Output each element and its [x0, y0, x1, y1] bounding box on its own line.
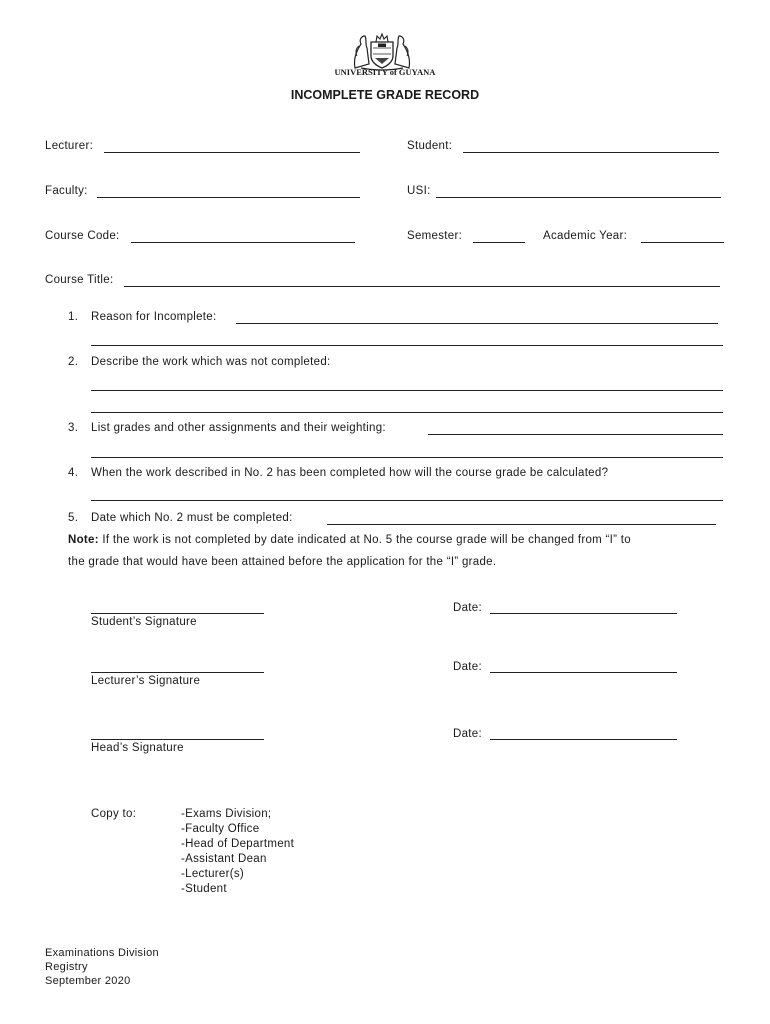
copy-to-item: -Exams Division; [181, 808, 272, 820]
course-code-field[interactable] [131, 242, 355, 243]
student-label: Student: [407, 140, 453, 152]
head-date-field[interactable] [490, 739, 677, 740]
work-field-line2[interactable] [91, 412, 723, 413]
reason-field[interactable] [236, 323, 718, 324]
faculty-label: Faculty: [45, 185, 88, 197]
question-calculation-label: When the work described in No. 2 has been completed how will the course grade be calculated? [91, 467, 609, 479]
question-number: 5. [68, 512, 79, 524]
question-work-label: Describe the work which was not completed: [91, 356, 331, 368]
question-date-label: Date which No. 2 must be completed: [91, 512, 293, 524]
reason-field-line2[interactable] [91, 345, 723, 346]
lecturer-field[interactable] [104, 152, 360, 153]
head-signature-line[interactable] [91, 739, 264, 740]
semester-label: Semester: [407, 230, 463, 242]
university-name: UNIVERSITY of GUYANA [334, 67, 436, 77]
footer-date: September 2020 [45, 975, 131, 987]
footer-registry: Registry [45, 961, 88, 973]
semester-field[interactable] [473, 242, 525, 243]
student-field[interactable] [463, 152, 719, 153]
copy-to-label: Copy to: [91, 808, 137, 820]
course-code-label: Course Code: [45, 230, 120, 242]
head-signature-label: Head’s Signature [91, 742, 184, 754]
question-number: 4. [68, 467, 79, 479]
copy-to-item: -Head of Department [181, 838, 295, 850]
usi-field[interactable] [436, 197, 721, 198]
student-signature-line[interactable] [91, 613, 264, 614]
question-number: 3. [68, 422, 79, 434]
copy-to-item: -Assistant Dean [181, 853, 267, 865]
lecturer-signature-label: Lecturer’s Signature [91, 675, 201, 687]
course-title-field[interactable] [124, 286, 720, 287]
grades-field-line2[interactable] [91, 457, 723, 458]
faculty-field[interactable] [97, 197, 360, 198]
form-title: INCOMPLETE GRADE RECORD [290, 88, 480, 102]
academic-year-field[interactable] [641, 242, 724, 243]
question-reason-label: Reason for Incomplete: [91, 311, 217, 323]
course-title-label: Course Title: [45, 274, 114, 286]
student-date-label: Date: [453, 602, 482, 614]
question-grades-label: List grades and other assignments and their weighting: [91, 422, 386, 434]
student-signature-label: Student’s Signature [91, 616, 197, 628]
grades-field[interactable] [428, 434, 723, 435]
completion-date-field[interactable] [327, 524, 716, 525]
question-number: 2. [68, 356, 79, 368]
usi-label: USI: [407, 185, 431, 197]
academic-year-label: Academic Year: [543, 230, 628, 242]
footer-division: Examinations Division [45, 947, 159, 959]
head-date-label: Date: [453, 728, 482, 740]
calculation-field[interactable] [91, 500, 723, 501]
note-text-1: If the work is not completed by date indicated at No. 5 the course grade will be changed from “I” to [102, 534, 631, 546]
copy-to-item: -Student [181, 883, 227, 895]
copy-to-item: -Lecturer(s) [181, 868, 245, 880]
lecturer-date-field[interactable] [490, 672, 677, 673]
question-number: 1. [68, 311, 79, 323]
copy-to-item: -Faculty Office [181, 823, 260, 835]
note-label: Note: [68, 534, 99, 546]
lecturer-date-label: Date: [453, 661, 482, 673]
note-line1 [68, 534, 728, 546]
student-date-field[interactable] [490, 613, 677, 614]
lecturer-signature-line[interactable] [91, 672, 264, 673]
note-text-2: the grade that would have been attained before the application for the “I” grade. [68, 556, 497, 568]
university-crest-logo [347, 30, 417, 72]
work-field-line1[interactable] [91, 390, 723, 391]
lecturer-label: Lecturer: [45, 140, 94, 152]
